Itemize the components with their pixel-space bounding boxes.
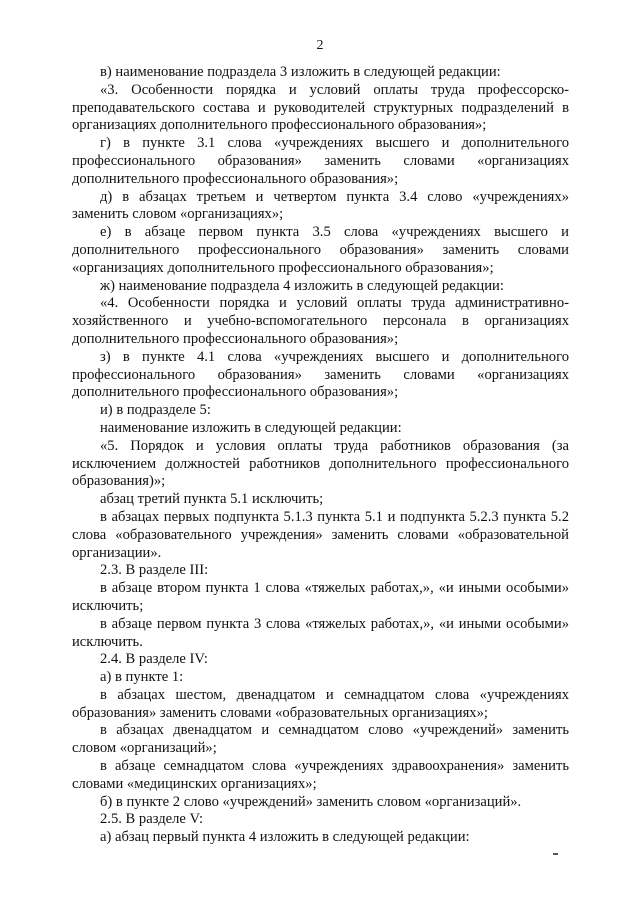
paragraph: в абзацах первых подпункта 5.1.3 пункта 5.1 и подпункта 5.2.3 пункта 5.2 слова «образовательного учреждения» заменить словами «образовательной организации».	[72, 508, 569, 561]
paragraph: 2.5. В разделе V:	[100, 811, 204, 828]
paragraph: в) наименование подраздела 3 изложить в следующей редакции:	[100, 64, 501, 80]
paragraph: ж) наименование подраздела 4 изложить в следующей редакции:	[100, 277, 504, 294]
paragraph: в абзаце семнадцатом слова «учреждениях здравоохранения» заменить словами «медицинских организациях»;	[72, 758, 569, 792]
paragraph: 2.4. В разделе IV:	[100, 651, 208, 668]
paragraph: е) в абзаце первом пункта 3.5 слова «учреждениях высшего и дополнительного профессионального образования» заменить словами «организациях дополнительного профессионального образования»;	[72, 224, 569, 276]
paragraph: в абзацах шестом, двенадцатом и семнадцатом слова «учреждениях образования» заменить словами «образовательных организациях»;	[72, 686, 569, 721]
paragraph: «5. Порядок и условия оплаты труда работников образования (за исключением должностей работников дополнительного профессионального образования)»;	[72, 437, 569, 490]
paragraph: д) в абзацах третьем и четвертом пункта 3.4 слово «учреждениях» заменить словом «организациях»;	[72, 188, 569, 223]
paragraph: в абзаце втором пункта 1 слова «тяжелых работах,», «и иными особыми» исключить;	[72, 580, 569, 614]
paragraph: г) в пункте 3.1 слова «учреждениях высшего и дополнительного профессионального образования» заменить словами «организациях дополнительного профессионального образования»;	[72, 135, 569, 187]
paragraph: б) в пункте 2 слово «учреждений» заменить словом «организаций».	[100, 793, 522, 810]
paragraph: наименование изложить в следующей редакции:	[100, 419, 402, 436]
page-number: 2	[316, 38, 324, 53]
paragraph: а) в пункте 1:	[100, 669, 184, 686]
paragraph: а) абзац первый пункта 4 изложить в следующей редакции:	[100, 829, 470, 846]
paragraph: и) в подразделе 5:	[100, 402, 211, 419]
paragraph: в абзаце первом пункта 3 слова «тяжелых работах,», «и иными особыми» исключить.	[72, 615, 569, 650]
document-body	[72, 64, 569, 847]
paragraph: «4. Особенности порядка и условий оплаты труда административно-хозяйственного и учебно-вспомогательного персонала в организациях дополнительного профессионального образования»;	[72, 295, 569, 347]
paragraph: «3. Особенности порядка и условий оплаты труда профессорско-преподавательского состава и руководителей структурных подразделений в организациях дополнительного профессионального образования»;	[72, 81, 569, 134]
paragraph: з) в пункте 4.1 слова «учреждениях высшего и дополнительного профессионального образования» заменить словами «организациях дополнительного профессионального образования»;	[72, 348, 569, 401]
paragraph: абзац третий пункта 5.1 исключить;	[100, 491, 324, 508]
paragraph: в абзацах двенадцатом и семнадцатом слово «учреждений» заменить словом «организаций»;	[72, 722, 569, 757]
paragraph: 2.3. В разделе III:	[100, 562, 209, 579]
scan-mark	[553, 853, 558, 855]
